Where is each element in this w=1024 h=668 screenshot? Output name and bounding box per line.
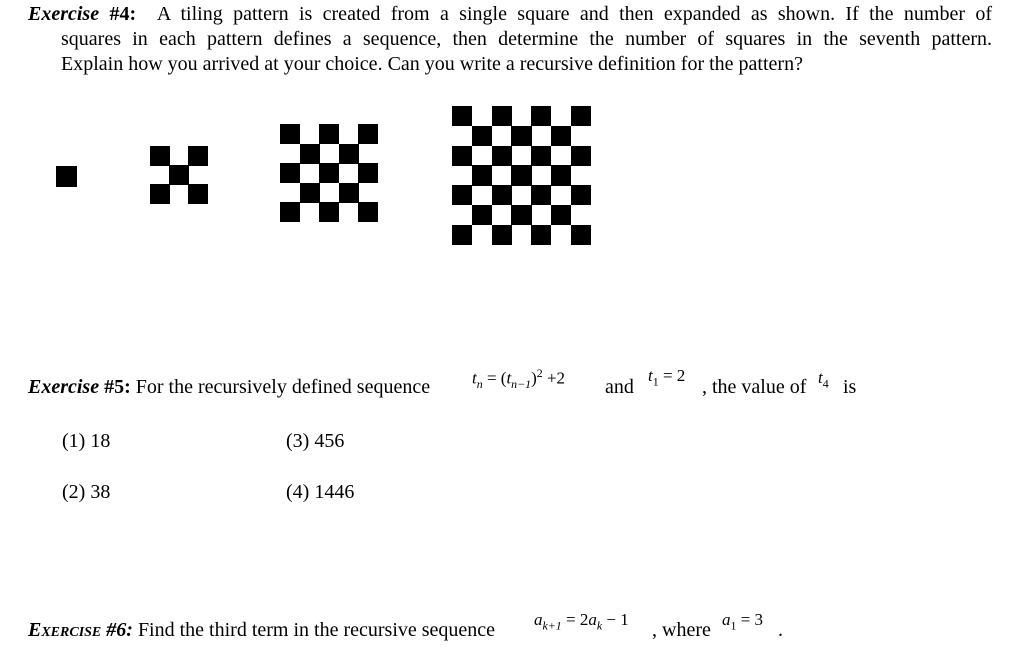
tiling-pattern-1 bbox=[56, 166, 76, 186]
tile-square bbox=[358, 124, 378, 144]
tile-square bbox=[188, 184, 208, 204]
tile-square bbox=[531, 185, 551, 205]
tile-square bbox=[150, 146, 170, 166]
tile-square bbox=[56, 166, 77, 187]
tile-square bbox=[280, 163, 300, 183]
exercise-5-statement bbox=[28, 376, 430, 399]
tile-square bbox=[511, 126, 531, 146]
tile-square bbox=[492, 185, 512, 205]
tile-square bbox=[358, 163, 378, 183]
tile-square bbox=[571, 146, 591, 166]
exercise-5-recursive-formula: $t_n = (t_{n-1})^2 +2$ bbox=[472, 366, 566, 392]
tile-square bbox=[319, 124, 339, 144]
tile-square bbox=[188, 146, 208, 166]
tile-square bbox=[300, 183, 320, 203]
tile-square bbox=[280, 202, 300, 222]
choice-1[interactable]: (1) 18 bbox=[62, 430, 111, 452]
tile-square bbox=[551, 126, 571, 146]
exercise-6-text-before: Find the third term in the recursive sequence bbox=[137, 619, 496, 641]
exercise-4-line-1 bbox=[28, 2, 992, 27]
exercise-6-period: . bbox=[778, 619, 783, 641]
tiling-pattern-2 bbox=[150, 146, 207, 203]
tile-square bbox=[571, 185, 591, 205]
exercise-5-text-middle: , the value of bbox=[702, 376, 807, 398]
exercise-5-and: and bbox=[605, 376, 634, 398]
choice-4[interactable]: (4) 1446 bbox=[286, 481, 355, 503]
tile-square bbox=[452, 106, 472, 126]
tile-square bbox=[571, 225, 591, 245]
tile-square bbox=[452, 146, 472, 166]
exercise-5-text-before: For the recursively defined sequence bbox=[135, 376, 431, 398]
tiling-pattern-3 bbox=[280, 124, 378, 222]
tile-square bbox=[472, 205, 492, 225]
tile-square bbox=[472, 126, 492, 146]
tile-square bbox=[150, 184, 170, 204]
tile-square bbox=[319, 163, 339, 183]
exercise-6-initial-term: $a_1 = 3$ bbox=[722, 610, 764, 633]
exercise-5-label: Exercise #5: bbox=[28, 376, 131, 398]
tile-square bbox=[492, 146, 512, 166]
tile-square bbox=[339, 144, 359, 164]
tile-square bbox=[452, 185, 472, 205]
exercise-6-label: Exercise #6: bbox=[28, 619, 133, 641]
tile-square bbox=[511, 205, 531, 225]
tile-square bbox=[551, 205, 571, 225]
exercise-6-recursive-formula: $a_{k+1} = 2a_k - 1$ bbox=[534, 610, 629, 633]
exercise-6-where: , where bbox=[652, 619, 711, 641]
tile-square bbox=[531, 146, 551, 166]
tile-square bbox=[571, 106, 591, 126]
exercise-6-statement bbox=[28, 619, 495, 642]
tile-square bbox=[358, 202, 378, 222]
tile-square bbox=[472, 165, 492, 185]
tile-square bbox=[319, 202, 339, 222]
exercise-4-line-3: Explain how you arrived at your choice. Can you write a recursive definition for the pattern? bbox=[61, 53, 803, 75]
tile-square bbox=[531, 225, 551, 245]
exercise-4-line-2: squares in each pattern defines a sequence, then determine the number of squares in the seventh pattern. bbox=[61, 28, 992, 50]
exercise-5-initial-term: $t_1 = 2$ bbox=[648, 366, 686, 389]
exercise-5-text-end: is bbox=[843, 376, 857, 398]
exercise-4-paragraph bbox=[28, 2, 992, 77]
tile-square bbox=[531, 106, 551, 126]
tile-square bbox=[280, 124, 300, 144]
tile-square bbox=[169, 165, 189, 185]
tiling-pattern-4 bbox=[452, 106, 591, 245]
tile-square bbox=[452, 225, 472, 245]
exercise-5-target-term: $t_4$ bbox=[818, 368, 829, 391]
exercise-4-text-1: A tiling pattern is created from a single square and then expanded as shown. If the number of bbox=[156, 3, 992, 25]
exercise-4-label: Exercise #4: bbox=[28, 3, 137, 25]
choice-3[interactable]: (3) 456 bbox=[286, 430, 345, 452]
choice-2[interactable]: (2) 38 bbox=[62, 481, 111, 503]
tile-square bbox=[300, 144, 320, 164]
tile-square bbox=[492, 225, 512, 245]
tile-square bbox=[511, 165, 531, 185]
tile-square bbox=[551, 165, 571, 185]
tile-square bbox=[492, 106, 512, 126]
tile-square bbox=[339, 183, 359, 203]
